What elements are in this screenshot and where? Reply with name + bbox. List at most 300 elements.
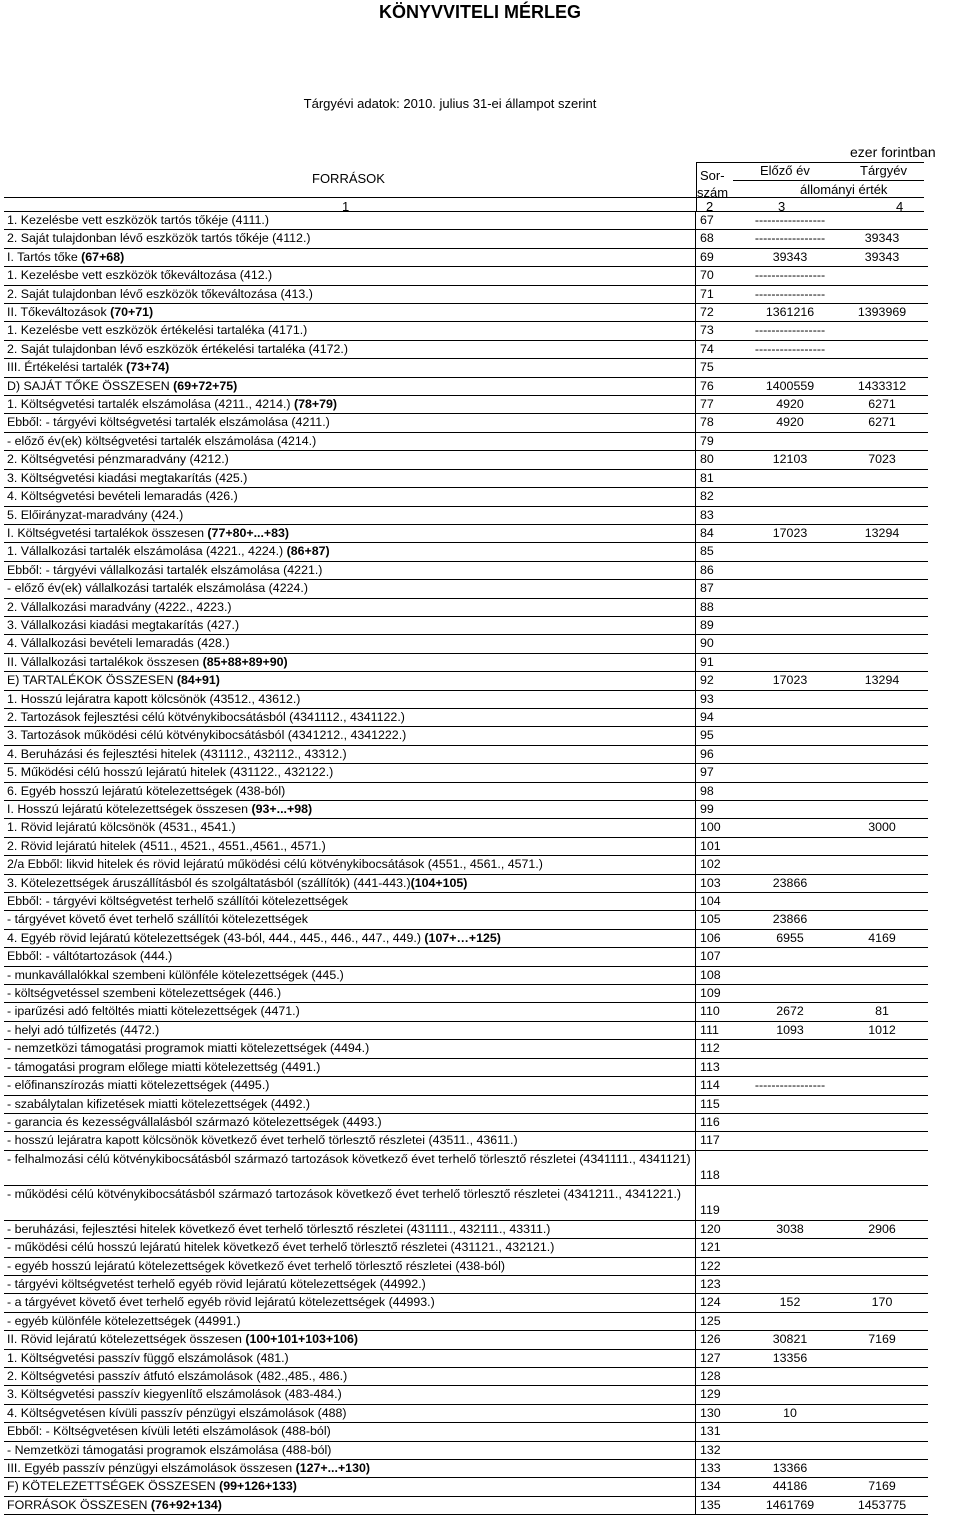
row-number: 97 xyxy=(696,764,745,782)
row-number: 129 xyxy=(696,1386,745,1404)
table-row xyxy=(4,911,928,929)
row-label xyxy=(4,1003,696,1021)
curr-year-value: 81 xyxy=(836,1003,928,1021)
prev-year-value xyxy=(744,432,836,450)
row-label-text: 5. Előirányzat-maradvány (424.) xyxy=(7,507,184,522)
curr-year-value xyxy=(836,911,928,929)
row-label xyxy=(4,1349,696,1367)
curr-year-value xyxy=(836,893,928,911)
row-number: 132 xyxy=(696,1441,745,1459)
prev-year-value xyxy=(744,1257,836,1275)
curr-year-value: 1012 xyxy=(836,1021,928,1039)
row-formula: (93+...+98) xyxy=(251,802,313,816)
row-label-text: 1. Vállalkozási tartalék elszámolása (4221., 4224.) xyxy=(7,544,287,559)
curr-year-value: 13294 xyxy=(836,524,928,542)
row-label xyxy=(4,708,696,726)
row-label-text: 4. Költségvetési bevételi lemaradás (426.) xyxy=(7,489,238,504)
row-label-text: - előző év(ek) vállalkozási tartalék elszámolása (4224.) xyxy=(7,581,308,596)
row-label-text: - előfinanszírozás miatti kötelezettségek (4495.) xyxy=(7,1078,270,1093)
curr-year-value: 1393969 xyxy=(836,304,928,322)
row-label-text: - tárgyévi költségvetést terhelő egyéb rövid lejáratú kötelezettségek (44992.) xyxy=(7,1276,426,1291)
table-row xyxy=(4,359,928,377)
row-number: 83 xyxy=(696,506,745,524)
prev-year-value xyxy=(744,598,836,616)
row-number: 120 xyxy=(696,1220,745,1238)
curr-year-value: 7169 xyxy=(836,1478,928,1496)
prev-year-value xyxy=(744,1367,836,1385)
row-label xyxy=(4,1441,696,1459)
row-label xyxy=(4,819,696,837)
row-label xyxy=(4,764,696,782)
row-label-text: - a tárgyévet követő évet terhelő egyéb rövid lejáratú kötelezettségek (44993.) xyxy=(7,1295,435,1310)
row-number: 99 xyxy=(696,801,745,819)
row-formula: (69+72+75) xyxy=(173,378,238,393)
prev-year-value: 152 xyxy=(744,1294,836,1312)
table-row xyxy=(4,1312,928,1330)
row-label-text: 1. Költségvetési tartalék elszámolása (4211., 4214.) xyxy=(7,397,294,412)
header-col-1: 1 xyxy=(342,199,350,214)
row-number: 108 xyxy=(696,966,745,984)
row-label xyxy=(4,451,696,469)
row-label-text: 2. Saját tulajdonban lévő eszközök tőkeváltozása (413.) xyxy=(7,286,313,301)
curr-year-value xyxy=(836,856,928,874)
header-sor-line1: Sor- xyxy=(700,168,725,183)
curr-year-value xyxy=(836,267,928,285)
row-label-text: 2. Rövid lejáratú hitelek (4511., 4521., 4551.,4561., 4571.) xyxy=(7,838,326,853)
table-row xyxy=(4,432,928,450)
row-label xyxy=(4,672,696,690)
table-row xyxy=(4,1349,928,1367)
prev-year-value: ----------------- xyxy=(744,267,836,285)
row-number: 119 xyxy=(696,1185,745,1220)
row-label xyxy=(4,911,696,929)
table-row xyxy=(4,1077,928,1095)
row-label xyxy=(4,856,696,874)
row-label-text: FORRÁSOK ÖSSZESEN xyxy=(7,1497,151,1512)
header-col-2: 2 xyxy=(706,199,714,214)
table-row xyxy=(4,451,928,469)
curr-year-value xyxy=(836,1423,928,1441)
row-label xyxy=(4,396,696,414)
row-label xyxy=(4,1021,696,1039)
curr-year-value: 3000 xyxy=(836,819,928,837)
prev-year-value xyxy=(744,856,836,874)
curr-year-value xyxy=(836,1460,928,1478)
table-row xyxy=(4,267,928,285)
table-row xyxy=(4,1058,928,1076)
curr-year-value xyxy=(836,801,928,819)
row-label-text: - iparűzési adó feltöltés miatti kötelezettségek (4471.) xyxy=(7,1004,300,1019)
prev-year-value: 1093 xyxy=(744,1021,836,1039)
prev-year-value xyxy=(744,966,836,984)
row-label xyxy=(4,837,696,855)
curr-year-value xyxy=(836,506,928,524)
row-label-text: I. Tartós tőke xyxy=(7,249,82,264)
row-number: 74 xyxy=(696,340,745,358)
row-number: 73 xyxy=(696,322,745,340)
row-number: 101 xyxy=(696,837,745,855)
row-label xyxy=(4,929,696,947)
prev-year-value: 30821 xyxy=(744,1331,836,1349)
row-number: 102 xyxy=(696,856,745,874)
row-number: 122 xyxy=(696,1257,745,1275)
row-number: 91 xyxy=(696,653,745,671)
row-label xyxy=(4,230,696,248)
table-row xyxy=(4,377,928,395)
unit-label: ezer forintban xyxy=(850,144,936,160)
curr-year-value xyxy=(836,690,928,708)
table-row xyxy=(4,285,928,303)
row-label xyxy=(4,1113,696,1131)
row-label xyxy=(4,1040,696,1058)
row-number: 111 xyxy=(696,1021,745,1039)
header-col-3: 3 xyxy=(778,199,786,214)
table-row xyxy=(4,1478,928,1496)
row-formula: (107+…+125) xyxy=(424,930,501,945)
table-row xyxy=(4,1294,928,1312)
row-label-text: - támogatási program előlege miatti kötelezettség (4491.) xyxy=(7,1059,321,1074)
row-formula: (77+80+...+83) xyxy=(207,525,290,540)
row-label xyxy=(4,359,696,377)
row-label-text: 2. Saját tulajdonban lévő eszközök tartós tőkéje (4112.) xyxy=(7,231,311,246)
row-formula: (127+...+130) xyxy=(295,1461,370,1475)
curr-year-value xyxy=(836,1312,928,1330)
prev-year-value xyxy=(744,1386,836,1404)
row-number: 130 xyxy=(696,1404,745,1422)
table-row xyxy=(4,543,928,561)
curr-year-value xyxy=(836,543,928,561)
header-allomanyi-ertek: állományi érték xyxy=(800,182,888,197)
curr-year-value: 7023 xyxy=(836,451,928,469)
row-label xyxy=(4,1095,696,1113)
row-number: 85 xyxy=(696,543,745,561)
table-row xyxy=(4,414,928,432)
curr-year-value xyxy=(836,874,928,892)
row-number: 79 xyxy=(696,432,745,450)
row-label-text: III. Értékelési tartalék xyxy=(7,360,127,375)
prev-year-value xyxy=(744,764,836,782)
row-label xyxy=(4,727,696,745)
row-formula: (70+71) xyxy=(110,305,154,320)
prev-year-value xyxy=(744,635,836,653)
row-label-text: 3. Tartozások működési célú kötvénykibocsátásból (4341212., 4341222.) xyxy=(7,728,407,743)
table-row xyxy=(4,1132,928,1150)
row-label xyxy=(4,543,696,561)
row-number: 104 xyxy=(696,893,745,911)
row-label-text: II. Vállalkozási tartalékok összesen xyxy=(7,654,203,669)
table-row xyxy=(4,1257,928,1275)
prev-year-value xyxy=(744,1150,836,1185)
table-row xyxy=(4,966,928,984)
header-sor-line2: szám xyxy=(697,185,729,200)
curr-year-value: 1453775 xyxy=(836,1496,928,1514)
prev-year-value xyxy=(744,1275,836,1293)
row-label xyxy=(4,267,696,285)
row-number: 110 xyxy=(696,1003,745,1021)
prev-year-value xyxy=(744,708,836,726)
table-row xyxy=(4,1275,928,1293)
table-row xyxy=(4,1185,928,1220)
curr-year-value xyxy=(836,580,928,598)
row-label xyxy=(4,1220,696,1238)
curr-year-value xyxy=(836,1077,928,1095)
row-label xyxy=(4,488,696,506)
curr-year-value xyxy=(836,340,928,358)
row-label xyxy=(4,469,696,487)
row-number: 107 xyxy=(696,948,745,966)
curr-year-value xyxy=(836,359,928,377)
curr-year-value: 6271 xyxy=(836,396,928,414)
row-number: 131 xyxy=(696,1423,745,1441)
row-label-text: - garancia és kezességvállalásból származó kötelezettségek (4493.) xyxy=(7,1114,382,1129)
table-row xyxy=(4,893,928,911)
row-label-text: - költségvetéssel szembeni kötelezettségek (446.) xyxy=(7,986,282,1001)
curr-year-value xyxy=(836,469,928,487)
row-label xyxy=(4,1275,696,1293)
header-forrasok: FORRÁSOK xyxy=(312,171,385,186)
prev-year-value xyxy=(744,1058,836,1076)
prev-year-value: 12103 xyxy=(744,451,836,469)
row-label xyxy=(4,745,696,763)
curr-year-value xyxy=(836,745,928,763)
table-row xyxy=(4,819,928,837)
table-row xyxy=(4,230,928,248)
report-date-subtitle: Tárgyévi adatok: 2010. julius 31-ei állampot szerint xyxy=(303,96,597,111)
prev-year-value xyxy=(744,469,836,487)
row-number: 67 xyxy=(696,212,745,230)
curr-year-value xyxy=(836,1257,928,1275)
row-label xyxy=(4,1132,696,1150)
prev-year-value xyxy=(744,801,836,819)
row-number: 128 xyxy=(696,1367,745,1385)
prev-year-value xyxy=(744,1239,836,1257)
row-number: 118 xyxy=(696,1150,745,1185)
table-row xyxy=(4,1095,928,1113)
row-label xyxy=(4,524,696,542)
row-formula: (99+126+133) xyxy=(219,1479,297,1494)
curr-year-value xyxy=(836,1058,928,1076)
table-row xyxy=(4,1460,928,1478)
curr-year-value xyxy=(836,653,928,671)
row-label-text: - egyéb hosszú lejáratú kötelezettségek következő évet terhelő törlesztő részletei (438-ból) xyxy=(7,1258,505,1273)
prev-year-value: 10 xyxy=(744,1404,836,1422)
row-formula: (73+74) xyxy=(126,360,170,375)
row-formula: (67+68) xyxy=(81,249,125,264)
prev-year-value xyxy=(744,653,836,671)
table-row xyxy=(4,708,928,726)
row-label-text: 4. Beruházási és fejlesztési hitelek (431112., 432112., 43312.) xyxy=(7,746,347,761)
table-row xyxy=(4,506,928,524)
prev-year-value xyxy=(744,616,836,634)
row-label xyxy=(4,653,696,671)
curr-year-value xyxy=(836,764,928,782)
row-number: 78 xyxy=(696,414,745,432)
row-label-text: I. Költségvetési tartalékok összesen xyxy=(7,525,208,540)
prev-year-value: ----------------- xyxy=(744,285,836,303)
curr-year-value: 4169 xyxy=(836,929,928,947)
header-prev-year: Előző év xyxy=(760,163,810,178)
table-row xyxy=(4,1367,928,1385)
table-row xyxy=(4,1423,928,1441)
prev-year-value: 39343 xyxy=(744,248,836,266)
header-rule-bottom xyxy=(4,197,924,198)
row-label-text: 1. Kezelésbe vett eszközök értékelési tartaléka (4171.) xyxy=(7,323,308,338)
table-row xyxy=(4,727,928,745)
prev-year-value xyxy=(744,359,836,377)
header-curr-year: Tárgyév xyxy=(860,163,907,178)
row-label xyxy=(4,1404,696,1422)
row-label-text: I. Hosszú lejáratú kötelezettségek összesen xyxy=(7,802,252,816)
row-label-text: Ebből: - tárgyévi költségvetési tartalék elszámolása (4211.) xyxy=(7,415,330,430)
row-number: 72 xyxy=(696,304,745,322)
row-number: 76 xyxy=(696,377,745,395)
row-label xyxy=(4,1478,696,1496)
prev-year-value: 44186 xyxy=(744,1478,836,1496)
row-formula: (76+92+134) xyxy=(150,1497,222,1512)
row-number: 86 xyxy=(696,561,745,579)
row-label xyxy=(4,414,696,432)
prev-year-value xyxy=(744,488,836,506)
table-row xyxy=(4,212,928,230)
row-label-text: - működési célú hosszú lejáratú hitelek következő évet terhelő törlesztő részletei (431121., 432121.) xyxy=(7,1240,555,1255)
row-number: 127 xyxy=(696,1349,745,1367)
table-row xyxy=(4,929,928,947)
curr-year-value xyxy=(836,488,928,506)
row-label-text: 1. Költségvetési passzív függő elszámolások (481.) xyxy=(7,1350,289,1365)
header-col-4: 4 xyxy=(896,199,904,214)
row-label xyxy=(4,1185,696,1220)
curr-year-value xyxy=(836,1132,928,1150)
table-row xyxy=(4,488,928,506)
row-label xyxy=(4,1150,696,1185)
row-number: 70 xyxy=(696,267,745,285)
curr-year-value xyxy=(836,1150,928,1185)
row-number: 87 xyxy=(696,580,745,598)
table-row xyxy=(4,322,928,340)
curr-year-value: 39343 xyxy=(836,248,928,266)
curr-year-value: 7169 xyxy=(836,1331,928,1349)
row-label-text: 2. Költségvetési pénzmaradvány (4212.) xyxy=(7,452,229,467)
prev-year-value xyxy=(744,1040,836,1058)
row-number: 96 xyxy=(696,745,745,763)
row-number: 90 xyxy=(696,635,745,653)
table-row xyxy=(4,635,928,653)
row-label-text: 6. Egyéb hosszú lejáratú kötelezettségek (438-ból) xyxy=(7,783,286,798)
row-number: 92 xyxy=(696,672,745,690)
curr-year-value xyxy=(836,1040,928,1058)
prev-year-value xyxy=(744,580,836,598)
prev-year-value: ----------------- xyxy=(744,212,836,230)
row-label-text: - előző év(ek) költségvetési tartalék elszámolása (4214.) xyxy=(7,433,317,448)
prev-year-value: 23866 xyxy=(744,874,836,892)
table-row xyxy=(4,1441,928,1459)
prev-year-value xyxy=(744,506,836,524)
prev-year-value: ----------------- xyxy=(744,230,836,248)
row-label-text: Ebből: - váltótartozások (444.) xyxy=(7,949,173,964)
curr-year-value xyxy=(836,708,928,726)
table-row xyxy=(4,837,928,855)
curr-year-value xyxy=(836,837,928,855)
row-label xyxy=(4,1257,696,1275)
row-label-text: II. Rövid lejáratú kötelezettségek összesen xyxy=(7,1332,246,1347)
row-number: 82 xyxy=(696,488,745,506)
row-label xyxy=(4,580,696,598)
curr-year-value xyxy=(836,1113,928,1131)
row-number: 77 xyxy=(696,396,745,414)
curr-year-value xyxy=(836,598,928,616)
curr-year-value: 6271 xyxy=(836,414,928,432)
curr-year-value xyxy=(836,561,928,579)
row-label-text: 3. Kötelezettségek áruszállításból és szolgáltatásból (szállítók) (441-443.) xyxy=(7,875,411,890)
table-row xyxy=(4,248,928,266)
table-row xyxy=(4,1021,928,1039)
curr-year-value xyxy=(836,1185,928,1220)
row-label xyxy=(4,1294,696,1312)
prev-year-value: 1461769 xyxy=(744,1496,836,1514)
curr-year-value xyxy=(836,285,928,303)
curr-year-value xyxy=(836,1095,928,1113)
row-number: 95 xyxy=(696,727,745,745)
table-row xyxy=(4,856,928,874)
curr-year-value: 13294 xyxy=(836,672,928,690)
row-label xyxy=(4,635,696,653)
prev-year-value: 6955 xyxy=(744,929,836,947)
row-label xyxy=(4,598,696,616)
prev-year-value xyxy=(744,782,836,800)
row-number: 113 xyxy=(696,1058,745,1076)
row-number: 121 xyxy=(696,1239,745,1257)
row-label-text: II. Tőkeváltozások xyxy=(7,305,111,320)
row-label xyxy=(4,561,696,579)
row-number: 100 xyxy=(696,819,745,837)
row-label-text: 2. Tartozások fejlesztési célú kötvénykibocsátásból (4341112., 4341122.) xyxy=(7,709,405,724)
table-row xyxy=(4,396,928,414)
row-label-text: - helyi adó túlfizetés (4472.) xyxy=(7,1022,160,1037)
prev-year-value xyxy=(744,1113,836,1131)
table-row xyxy=(4,1003,928,1021)
prev-year-value xyxy=(744,1095,836,1113)
row-label-text: - szabálytalan kifizetések miatti kötelezettségek (4492.) xyxy=(7,1096,311,1111)
table-row xyxy=(4,948,928,966)
row-label xyxy=(4,985,696,1003)
row-label-text: III. Egyéb passzív pénzügyi elszámolások összesen xyxy=(7,1461,296,1475)
row-label xyxy=(4,966,696,984)
row-label-text: Ebből: - tárgyévi vállalkozási tartalék elszámolása (4221.) xyxy=(7,562,323,577)
row-label xyxy=(4,212,696,230)
row-number: 98 xyxy=(696,782,745,800)
table-row xyxy=(4,985,928,1003)
row-formula: (84+91) xyxy=(176,673,220,688)
table-row xyxy=(4,469,928,487)
row-label xyxy=(4,874,696,892)
row-label-text: 3. Vállalkozási kiadási megtakarítás (427.) xyxy=(7,617,240,632)
row-label-text: - működési célú kötvénykibocsátásból származó tartozások következő évet terhelő törlesztő részletei (4341211., 4341221.) xyxy=(7,1186,682,1201)
row-formula: (104+105) xyxy=(410,875,468,890)
row-label xyxy=(4,285,696,303)
prev-year-value xyxy=(744,1132,836,1150)
curr-year-value xyxy=(836,1239,928,1257)
row-number: 88 xyxy=(696,598,745,616)
row-formula: (78+79) xyxy=(293,397,338,412)
row-label-text: 3. Költségvetési passzív kiegyenlítő elszámolások (483-484.) xyxy=(7,1387,342,1402)
curr-year-value xyxy=(836,432,928,450)
curr-year-value xyxy=(836,322,928,340)
prev-year-value xyxy=(744,893,836,911)
table-row xyxy=(4,1150,928,1185)
curr-year-value xyxy=(836,948,928,966)
row-label xyxy=(4,1460,696,1478)
row-label-text: 4. Költségvetésen kívüli passzív pénzügyi elszámolások (488) xyxy=(7,1405,347,1420)
